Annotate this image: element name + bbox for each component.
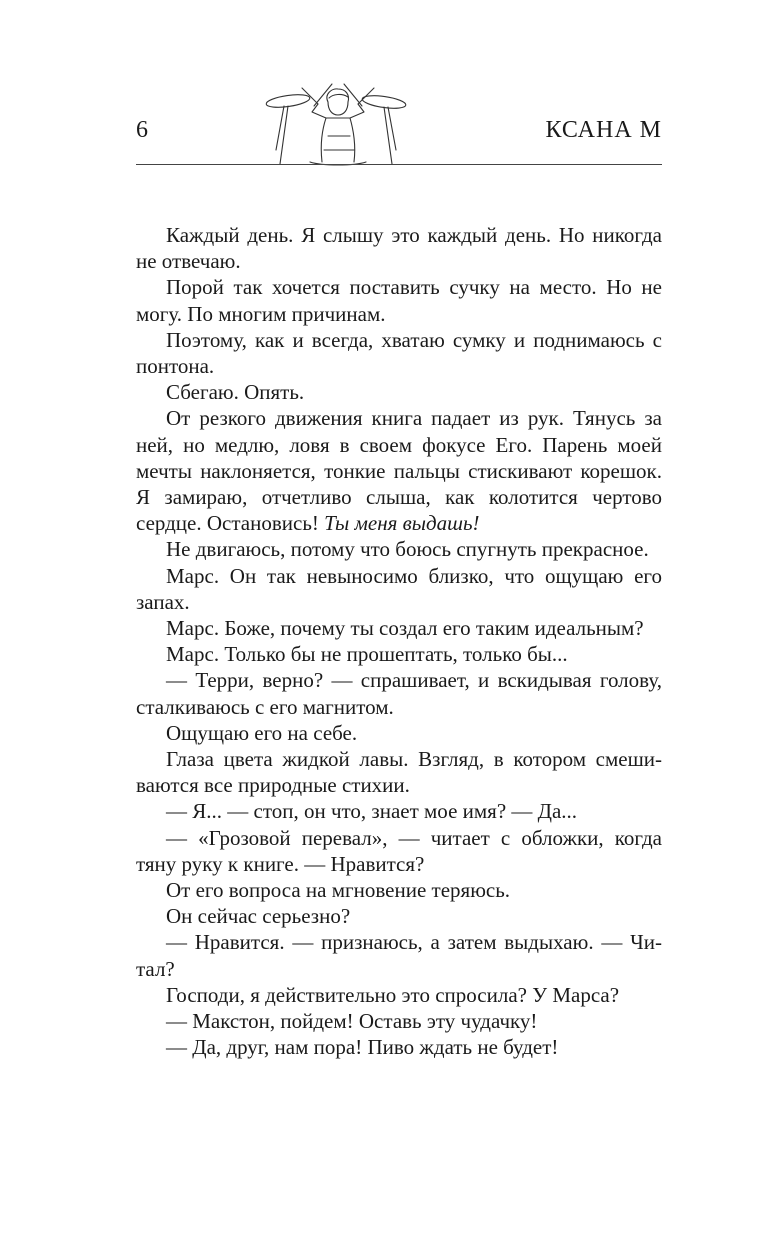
paragraph: Не двигаюсь, потому что боюсь спугнуть прекрасное. bbox=[166, 537, 649, 562]
paragraph: Сбегаю. Опять. bbox=[166, 380, 305, 405]
body-text bbox=[136, 222, 662, 1061]
paragraph: От резкого движения книга падает из рук. Тянусь за ней, но медлю, ловя в своем фокусе Его. Парень моей мечты наклоняется, тонкие пальцы стискивают корешок. Я замираю, отчетливо слыша, как колотится чертово сердце. Остановись! Ты меня выдашь! bbox=[136, 406, 662, 536]
drummer-illustration bbox=[262, 80, 412, 168]
paragraph: Глаза цвета жидкой лавы. Взгляд, в котором смешиваются все природные стихии. bbox=[136, 747, 662, 798]
paragraph: Марс. Он так невыносимо близко, что ощущаю его запах. bbox=[136, 563, 662, 614]
page-header bbox=[136, 80, 662, 170]
paragraph: — Да, друг, нам пора! Пиво ждать не будет! bbox=[166, 1035, 559, 1060]
paragraph: Порой так хочется поставить сучку на место. Но не могу. По многим причинам. bbox=[136, 275, 662, 326]
paragraph: — «Грозовой перевал», — читает с обложки, когда тяну руку к книге. — Нравится? bbox=[136, 825, 662, 876]
paragraph: Марс. Боже, почему ты создал его таким идеальным? bbox=[166, 616, 644, 641]
paragraph: — Я... — стоп, он что, знает мое имя? — Да... bbox=[166, 799, 578, 824]
paragraph: Господи, я действительно это спросила? У Марса? bbox=[166, 982, 620, 1007]
paragraph: Марс. Только бы не прошептать, только бы... bbox=[166, 642, 568, 667]
paragraph: Ощущаю его на себе. bbox=[166, 720, 358, 745]
paragraph: — Макстон, пойдем! Оставь эту чудачку! bbox=[166, 1009, 538, 1034]
page-number: 6 bbox=[136, 117, 149, 143]
paragraph: — Терри, верно? — спрашивает, и вскидывая голову, сталкиваюсь с его магнитом. bbox=[136, 668, 662, 719]
header-divider bbox=[136, 164, 662, 165]
paragraph: От его вопроса на мгновение теряюсь. bbox=[166, 878, 511, 903]
italic-phrase: Ты меня выдашь! bbox=[318, 511, 480, 536]
running-head-author: КСАНА М bbox=[545, 117, 662, 143]
paragraph: — Нравится. — признаюсь, а затем выдыхаю. — Читал? bbox=[136, 930, 662, 981]
paragraph: Каждый день. Я слышу это каждый день. Но никогда не отвечаю. bbox=[136, 223, 662, 274]
paragraph: Он сейчас серьезно? bbox=[166, 904, 351, 929]
paragraph: Поэтому, как и всегда, хватаю сумку и поднимаюсь с понтона. bbox=[136, 327, 662, 379]
